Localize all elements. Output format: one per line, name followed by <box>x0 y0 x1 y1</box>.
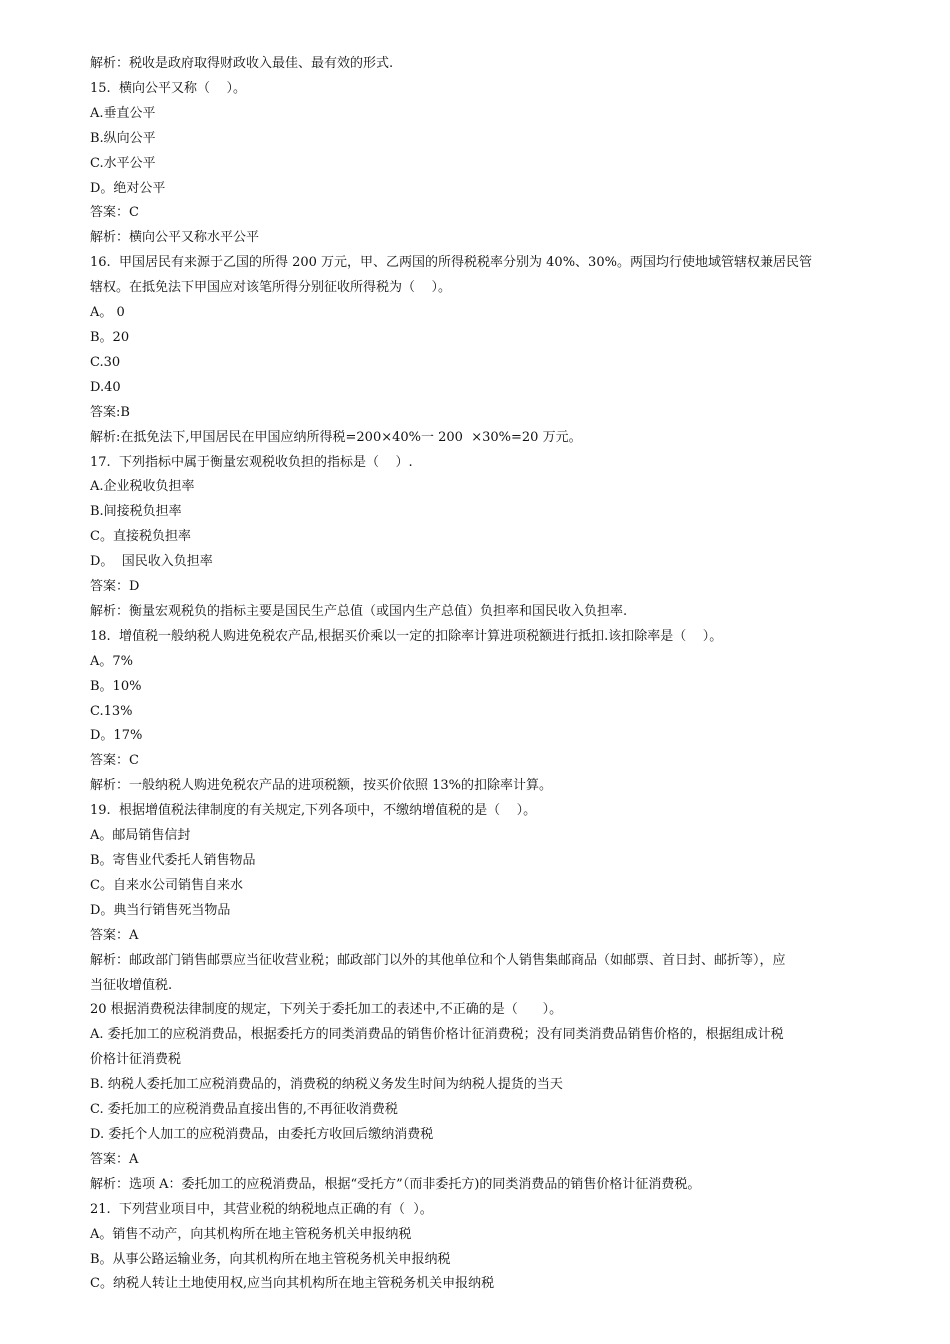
text-line: A。7% <box>90 653 134 669</box>
text-line: 答案：D <box>90 579 140 595</box>
document-body <box>90 52 870 1297</box>
text-line: C.30 <box>90 354 121 370</box>
text-line: B. 纳税人委托加工应税消费品的，消费税的纳税义务发生时间为纳税人提货的当天 <box>90 1077 563 1093</box>
text-line: 解析：衡量宏观税负的指标主要是国民生产总值（或国内生产总值）负担率和国民收入负担率. <box>90 603 628 619</box>
text-line: 答案:B <box>90 404 130 420</box>
text-line: D.40 <box>90 379 121 395</box>
text-line: B。从事公路运输业务，向其机构所在地主管税务机关申报纳税 <box>90 1251 451 1267</box>
text-line: 17. 下列指标中属于衡量宏观税收负担的指标是（ ）. <box>90 454 413 470</box>
text-line: 答案：C <box>90 753 139 769</box>
text-line: 21. 下列营业项目中，其营业税的纳税地点正确的有（ ）。 <box>90 1201 433 1217</box>
text-line: 答案：C <box>90 205 139 221</box>
text-line: 19. 根据增值税法律制度的有关规定,下列各项中，不缴纳增值税的是（ ）。 <box>90 803 537 819</box>
text-line: D。 国民收入负担率 <box>90 554 213 570</box>
text-line: 辖权。在抵免法下甲国应对该笔所得分别征收所得税为（ ）。 <box>90 280 452 296</box>
text-line: A. 委托加工的应税消费品，根据委托方的同类消费品的销售价格计征消费税；没有同类消费品销售价格的，根据组成计税 <box>90 1027 784 1043</box>
text-line: 答案：A <box>90 927 139 943</box>
text-line: 20 根据消费税法律制度的规定，下列关于委托加工的表述中,不正确的是（ ）。 <box>90 1002 563 1018</box>
text-line: C。纳税人转让土地使用权,应当向其机构所在地主管税务机关申报纳税 <box>90 1276 495 1292</box>
text-line: B.间接税负担率 <box>90 504 182 520</box>
text-line: B。10% <box>90 678 142 694</box>
text-line: 解析：邮政部门销售邮票应当征收营业税；邮政部门以外的其他单位和个人销售集邮商品（如邮票、首日封、邮折等），应 <box>90 952 786 968</box>
text-line: A。销售不动产，向其机构所在地主管税务机关申报纳税 <box>90 1226 412 1242</box>
text-line: 解析:在抵免法下,甲国居民在甲国应纳所得税=200×40%一 200 ×30%=20 万元。 <box>90 429 582 445</box>
text-line: C. 委托加工的应税消费品直接出售的,不再征收消费税 <box>90 1102 398 1118</box>
text-line: 解析：横向公平又称水平公平 <box>90 230 260 246</box>
text-line: 15. 横向公平又称（ ）。 <box>90 80 246 96</box>
text-line: 答案：A <box>90 1151 139 1167</box>
text-line: 解析：选项 A：委托加工的应税消费品，根据“受托方”（而非委托方)的同类消费品的销售价格计征消费税。 <box>90 1176 701 1192</box>
text-line: C.水平公平 <box>90 155 156 171</box>
text-line: 18. 增值税一般纳税人购进免税农产品,根据买价乘以一定的扣除率计算进项税额进行抵扣.该扣除率是（ ）。 <box>90 628 723 644</box>
text-line: B.纵向公平 <box>90 130 156 146</box>
text-line: 当征收增值税. <box>90 977 173 993</box>
text-line: C.13% <box>90 703 133 719</box>
text-line: 解析：一般纳税人购进免税农产品的进项税额，按买价依照 13%的扣除率计算。 <box>90 778 553 794</box>
text-line: A。 0 <box>90 305 125 321</box>
text-line: D。17% <box>90 728 143 744</box>
text-line: 解析：税收是政府取得财政收入最佳、最有效的形式. <box>90 56 394 71</box>
text-line: 16. 甲国居民有来源于乙国的所得 200 万元，甲、乙两国的所得税税率分别为 40%、30%。两国均行使地域管辖权兼居民管 <box>90 255 812 271</box>
text-line: C。自来水公司销售自来水 <box>90 877 243 893</box>
text-line: A.企业税收负担率 <box>90 479 195 495</box>
text-line: D. 委托个人加工的应税消费品，由委托方收回后缴纳消费税 <box>90 1126 434 1142</box>
text-line: A.垂直公平 <box>90 105 156 121</box>
text-line: D。典当行销售死当物品 <box>90 902 231 918</box>
text-line: A。邮局销售信封 <box>90 828 191 844</box>
text-line: C。直接税负担率 <box>90 529 191 545</box>
text-line: D。绝对公平 <box>90 180 166 196</box>
text-line: B。20 <box>90 329 130 345</box>
text-line: B。寄售业代委托人销售物品 <box>90 853 256 868</box>
text-line: 价格计征消费税 <box>90 1052 182 1068</box>
